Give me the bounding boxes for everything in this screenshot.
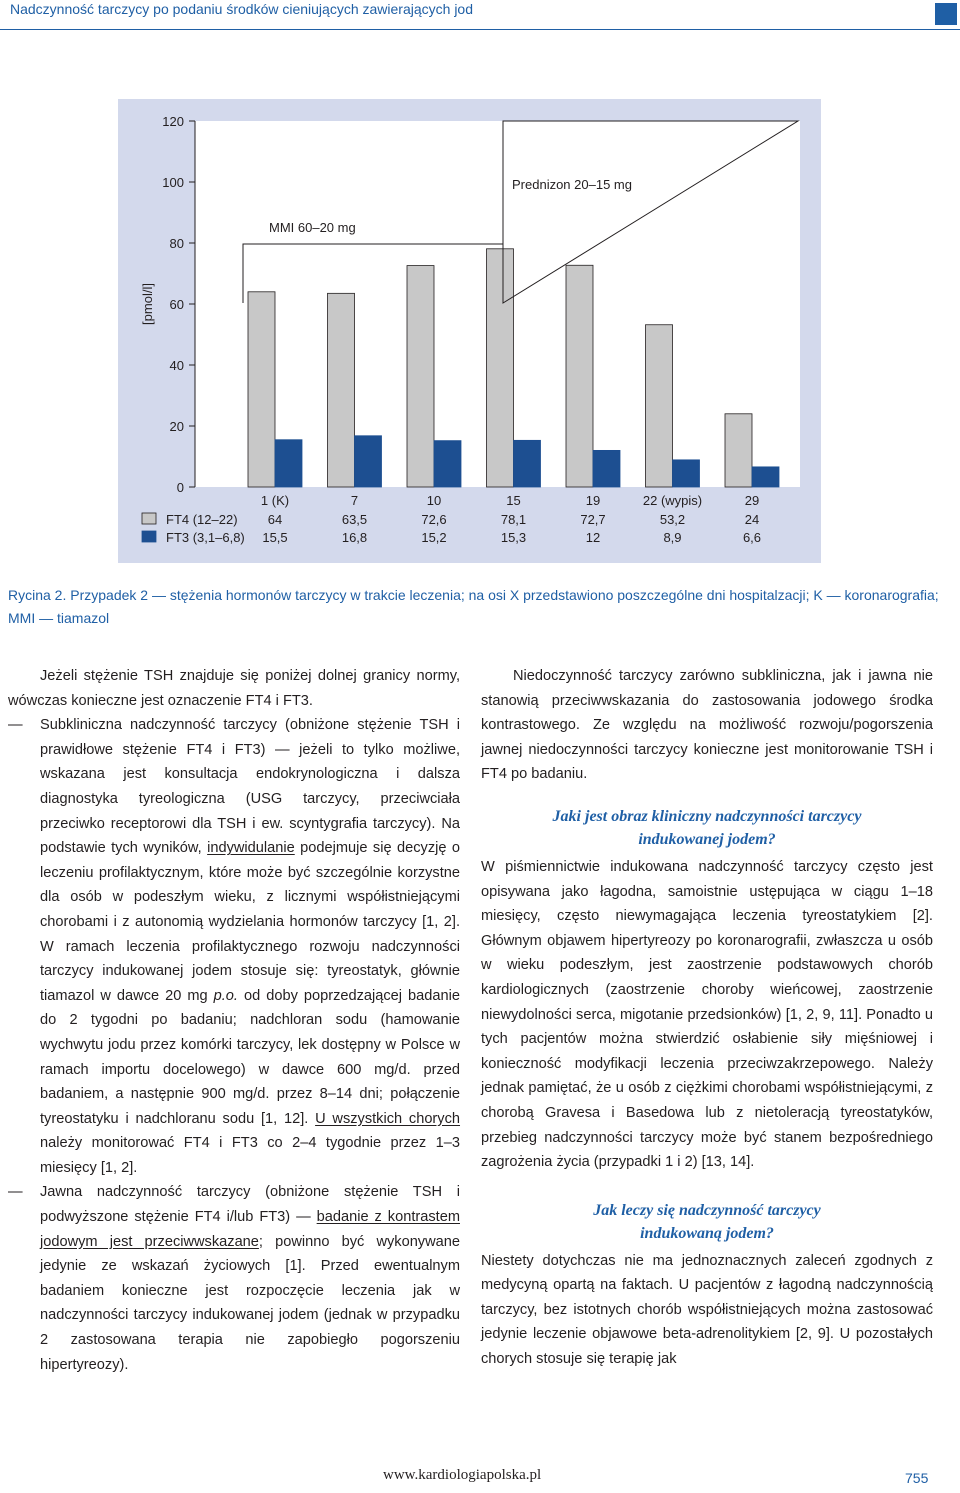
x-category-label: 29 bbox=[744, 493, 760, 508]
heading1-line2: indukowanej jodem? bbox=[638, 830, 776, 848]
item1-text-c: od doby poprzedzającej badanie do 2 tygodni po badaniu; nadchloran sodu (hamowanie wychwytu jodu przez komórki tarczycy, lek dostępny w Polsce w ramach importu docelowego) w dawce 600 mg/d. przed badaniem, a następnie 900 mg/d. przez 8–14 dni; połączenie tyreostatyku i nadchloranu sodu [1, 12]. bbox=[40, 987, 460, 1127]
item1-po: p.o. bbox=[213, 987, 238, 1004]
ft4-value-label: 64 bbox=[267, 512, 283, 527]
bar-ft3 bbox=[752, 467, 779, 487]
ft4-value-label: 72,6 bbox=[421, 512, 447, 527]
y-tick-label: 100 bbox=[162, 175, 184, 190]
y-tick-label: 80 bbox=[169, 236, 184, 251]
ft3-value-label: 15,3 bbox=[500, 530, 527, 545]
x-category-label: 1 (K) bbox=[260, 493, 290, 508]
annotation-mmi: MMI 60–20 mg bbox=[269, 220, 356, 235]
ft3-value-label: 16,8 bbox=[341, 530, 368, 545]
ft3-value-label: 8,9 bbox=[663, 530, 682, 545]
corner-marker bbox=[935, 3, 957, 25]
heading2-line1: Jak leczy się nadczynność tarczycy bbox=[593, 1201, 821, 1219]
heading2-line2: indukowaną jodem? bbox=[640, 1224, 774, 1242]
heading-clinical-picture bbox=[481, 805, 933, 851]
y-tick-label: 0 bbox=[176, 480, 184, 495]
legend-swatch-ft4 bbox=[142, 513, 156, 524]
list-dash: — bbox=[8, 1184, 23, 1201]
y-tick-label: 60 bbox=[169, 297, 184, 312]
item2-text-a: Jawna nadczynność tarczycy (obniżone stężenie TSH i podwyższone stężenie FT4 i/lub FT3) — bbox=[40, 1184, 460, 1226]
footer-url: www.kardiologiapolska.pl bbox=[383, 1467, 542, 1483]
y-tick-label: 40 bbox=[169, 358, 184, 373]
right-column bbox=[481, 664, 933, 1372]
x-category-label: 19 bbox=[585, 493, 601, 508]
paragraph-tsh: Jeżeli stężenie TSH znajduje się poniżej dolnej granicy normy, wówczas konieczne jest oznaczenie FT4 i FT3. bbox=[8, 668, 460, 709]
item1-text-b: podejmuje się decyzję o leczeniu profilaktycznym, które może być szczególnie korzystne dla osób w podeszłym wieku, z licznymi współistniejącymi chorobami i z autonomią wydzielania hormonów tarczycy [1, 2]. W ramach leczenia profilaktycznego rozwoju nadczynności tarczycy indukowanej jodem stosuje się: tyreostatyk, głównie tiamazol w dawce 20 mg bbox=[40, 840, 460, 1004]
item1-text-a: Subkliniczna nadczynność tarczycy (obniżone stężenie TSH i prawidłowe stężenie FT4 i FT3) — jeżeli to tylko możliwe, wskazana jest konsultacja endokrynologiczna i dalsza diagnostyka tyreologiczna (USG tarczycy, przeciwciała przeciwko receptorowi dla TSH i ew. scyntygrafia tarczycy). Na podstawie tych wyników, bbox=[40, 717, 460, 857]
y-ticks bbox=[162, 114, 195, 495]
running-title: Nadczynność tarczycy po podaniu środków cieniujących zawierających jod bbox=[10, 1, 474, 17]
bar-ft4 bbox=[407, 266, 434, 487]
y-tick-label: 120 bbox=[162, 114, 184, 129]
legend-ft4: FT4 (12–22) bbox=[166, 512, 238, 527]
bar-ft3 bbox=[593, 450, 620, 487]
bar-ft4 bbox=[248, 292, 275, 487]
item1-text-d: należy monitorować FT4 i FT3 co 2–4 tygodnie przez 1–3 miesięcy [1, 2]. bbox=[40, 1135, 460, 1176]
ft4-value-label: 53,2 bbox=[659, 512, 686, 527]
bar-ft3 bbox=[514, 440, 541, 487]
legend-swatch-ft3 bbox=[142, 531, 156, 542]
heading1-line1: Jaki jest obraz kliniczny nadczynności tarczycy bbox=[552, 807, 862, 825]
heading-treatment bbox=[481, 1199, 933, 1245]
bar-chart bbox=[118, 99, 821, 563]
y-tick-label: 20 bbox=[169, 419, 184, 434]
left-column bbox=[8, 664, 460, 1377]
paragraph-treatment: Niestety dotychczas nie ma jednoznacznych zaleceń zgodnych z medycyną opartą na faktach. U pacjentów z łagodną nadczynnością tarczycy, bez istotnych chorób współistniejących można zastosować jedynie leczenie objawowe beta-adrenolitykiem [2, 9]. U pozostałych chorych stosuje się terapię jak bbox=[481, 1252, 933, 1368]
ft3-value-label: 6,6 bbox=[742, 530, 762, 545]
x-category-label: 15 bbox=[506, 493, 521, 508]
page-number: 755 bbox=[905, 1470, 929, 1486]
bar-ft4 bbox=[646, 325, 673, 487]
annotation-prednizon: Prednizon 20–15 mg bbox=[512, 177, 632, 192]
item2-underlined: badanie z kontrastem jodowym jest przeciwwskazane bbox=[40, 1209, 460, 1250]
legend-ft3: FT3 (3,1–6,8) bbox=[166, 530, 245, 545]
figure-caption bbox=[8, 584, 952, 630]
paragraph-hypothyroid: Niedoczynność tarczycy zarówno subkliniczna, jak i jawna nie stanowią przeciwwskazania do zastosowania jodowego środka kontrastowego. Ze względu na możliwość rozwoju/pogorszenia jawnej niedoczynności tarczycy konieczne jest monitorowanie TSH i FT4 po badaniu. bbox=[481, 668, 933, 783]
y-axis-label: [pmol/l] bbox=[140, 283, 155, 325]
bar-ft3 bbox=[275, 440, 302, 487]
list-dash: — bbox=[8, 717, 23, 734]
ft3-value-label: 15,5 bbox=[262, 530, 288, 545]
caption-text: Przypadek 2 — stężenia hormonów tarczycy w trakcie leczenia; na osi X przedstawiono poszczególne dni hospitalzacji; K — koronarografia; MMI — tiamazol bbox=[8, 587, 939, 626]
ft4-value-label: 78,1 bbox=[500, 512, 527, 527]
ft4-value-label: 63,5 bbox=[341, 512, 368, 527]
ft4-value-label: 72,7 bbox=[580, 512, 606, 527]
paragraph-clinical: W piśmiennictwie indukowana nadczynność tarczycy często jest opisywana jako łagodna, samoistnie ustępująca w ciągu 1–18 miesięcy, często niewymagająca leczenia tyreostatykiem [2]. Głównym objawem hipertyreozy po koronarografii, zwłaszcza u osób w wieku podeszłym, jest zaostrzenie podstawowych chorób kardiologicznych (zaostrzenie choroby wieńcowej, zaostrzenie niewydolności serca, migotanie przedsionków) [1, 2, 9, 11]. Ponadto u tych pacjentów można stwierdzić osłabienie siły mięśniowej i konieczność modyfikacji leczenia przeciwzakrzepowego. Należy jednak pamiętać, że u osób z ciężkimi chorobami współistniejącymi, z chorobą Gravesa i Basedowa lub z nietoleracją tyreostatyków, przebieg nadczynności tarczycy może być stanem bezpośredniego zagrożenia życia (przypadki 1 i 2) [13, 14]. bbox=[481, 858, 933, 1171]
item2-text-b: ; powinno być wykonywane jedynie ze wskazań życiowych [1]. Przed ewentualnym badaniem konieczne jest rozpoczęcie leczenia jak w nadczynności tarczycy indukowanej jodem (jednak w przypadku 2 zastosowana terapia nie zapobiegło pogorszeniu hipertyreozy). bbox=[40, 1233, 460, 1373]
caption-label: Rycina 2. bbox=[8, 587, 67, 603]
bar-ft3 bbox=[673, 460, 700, 487]
bar-ft4 bbox=[725, 414, 752, 487]
bar-ft4 bbox=[328, 293, 355, 487]
bar-ft4 bbox=[487, 249, 514, 487]
value-table bbox=[261, 493, 761, 545]
list-item-subclinical bbox=[8, 713, 460, 1180]
bar-ft4 bbox=[566, 265, 593, 487]
x-category-label: 22 (wypis) bbox=[642, 493, 703, 508]
ft3-value-label: 15,2 bbox=[421, 530, 447, 545]
x-category-label: 10 bbox=[426, 493, 442, 508]
x-category-label: 7 bbox=[350, 493, 359, 508]
bar-ft3 bbox=[434, 441, 461, 487]
item1-underlined-b: U wszystkich chorych bbox=[315, 1110, 461, 1127]
figure-chart bbox=[118, 99, 821, 563]
item1-underlined-a: indywidulanie bbox=[207, 840, 295, 857]
list-item-overt bbox=[8, 1180, 460, 1377]
header-rule bbox=[0, 29, 960, 30]
ft3-value-label: 12 bbox=[585, 530, 601, 545]
bar-ft3 bbox=[355, 436, 382, 487]
ft4-value-label: 24 bbox=[744, 512, 760, 527]
